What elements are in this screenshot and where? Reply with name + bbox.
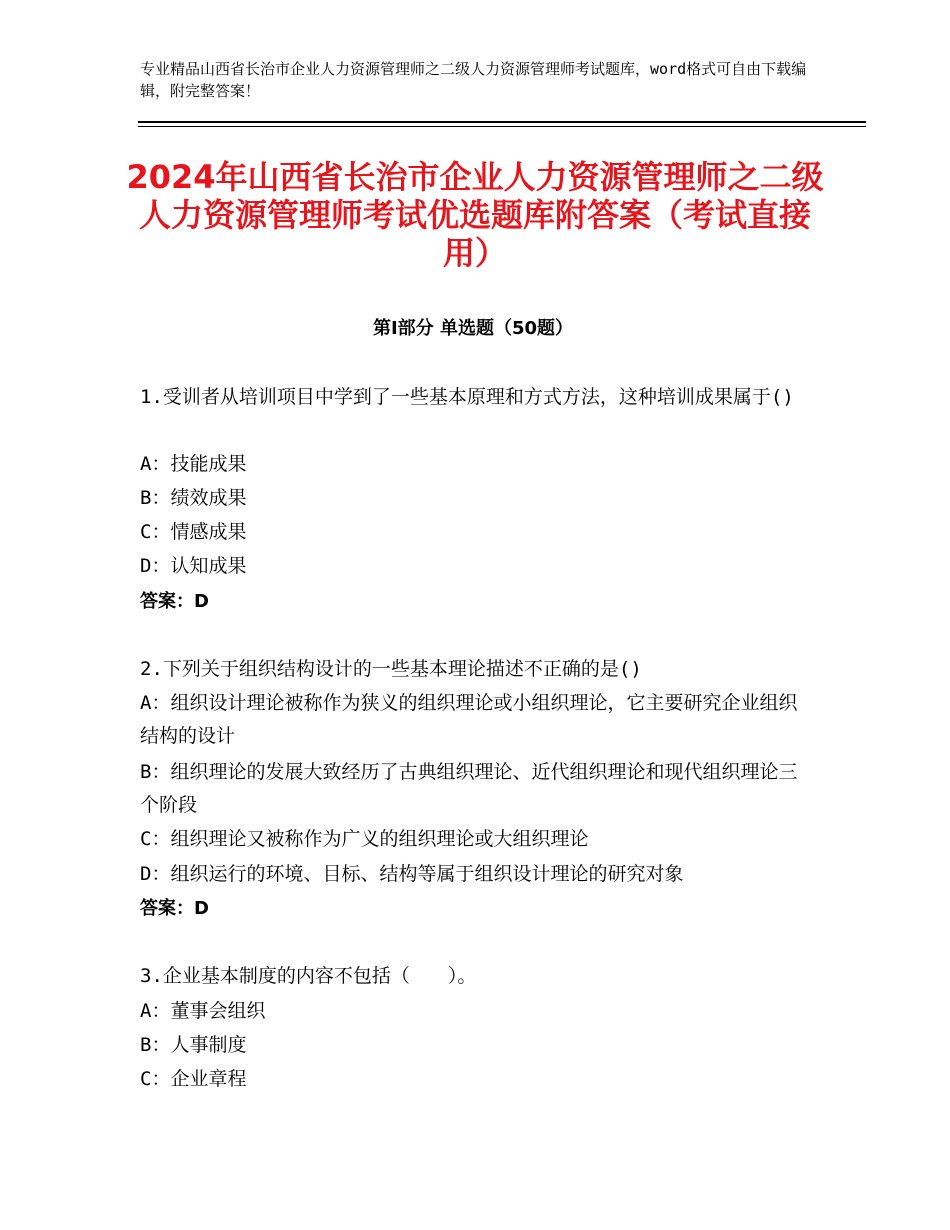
question-2-stem: 2.下列关于组织结构设计的一些基本理论描述不正确的是() — [140, 658, 642, 680]
question-2-option-c: C：组织理论又被称作为广义的组织理论或大组织理论 — [140, 828, 589, 850]
question-2-option-b: B：组织理论的发展大致经历了古典组织理论、近代组织理论和现代组织理论三个阶段 — [140, 761, 798, 816]
header-rule-thick — [138, 121, 866, 123]
question-3-option-a: A：董事会组织 — [140, 1000, 266, 1022]
question-1-option-b: B：绩效成果 — [140, 487, 247, 509]
question-1-answer: 答案：D — [140, 591, 209, 612]
question-3-option-c: C：企业章程 — [140, 1068, 247, 1090]
question-1-option-c: C：情感成果 — [140, 521, 247, 543]
section-heading: 第Ⅰ部分 单选题（50题） — [372, 318, 573, 339]
question-2-option-d: D：组织运行的环境、目标、结构等属于组织设计理论的研究对象 — [140, 863, 684, 885]
question-2-answer: 答案：D — [140, 898, 209, 919]
document-title: 2024年山西省长治市企业人力资源管理师之二级人力资源管理师考试优选题库附答案（考试直接用） — [126, 158, 824, 272]
question-2-option-a: A：组织设计理论被称作为狭义的组织理论或小组织理论，它主要研究企业组织结构的设计 — [140, 692, 798, 747]
question-1-option-d: D：认知成果 — [140, 555, 247, 577]
question-1-option-a: A：技能成果 — [140, 453, 247, 475]
header-rule-thin — [138, 126, 866, 127]
question-3-option-b: B：人事制度 — [140, 1034, 247, 1056]
question-1-stem: 1.受训者从培训项目中学到了一些基本原理和方式方法，这种培训成果属于() — [140, 386, 794, 408]
header-note: 专业精品山西省长治市企业人力资源管理师之二级人力资源管理师考试题库，word格式可自由下载编辑，附完整答案！ — [140, 60, 807, 100]
question-3-stem: 3.企业基本制度的内容不包括（ ）。 — [140, 965, 477, 987]
